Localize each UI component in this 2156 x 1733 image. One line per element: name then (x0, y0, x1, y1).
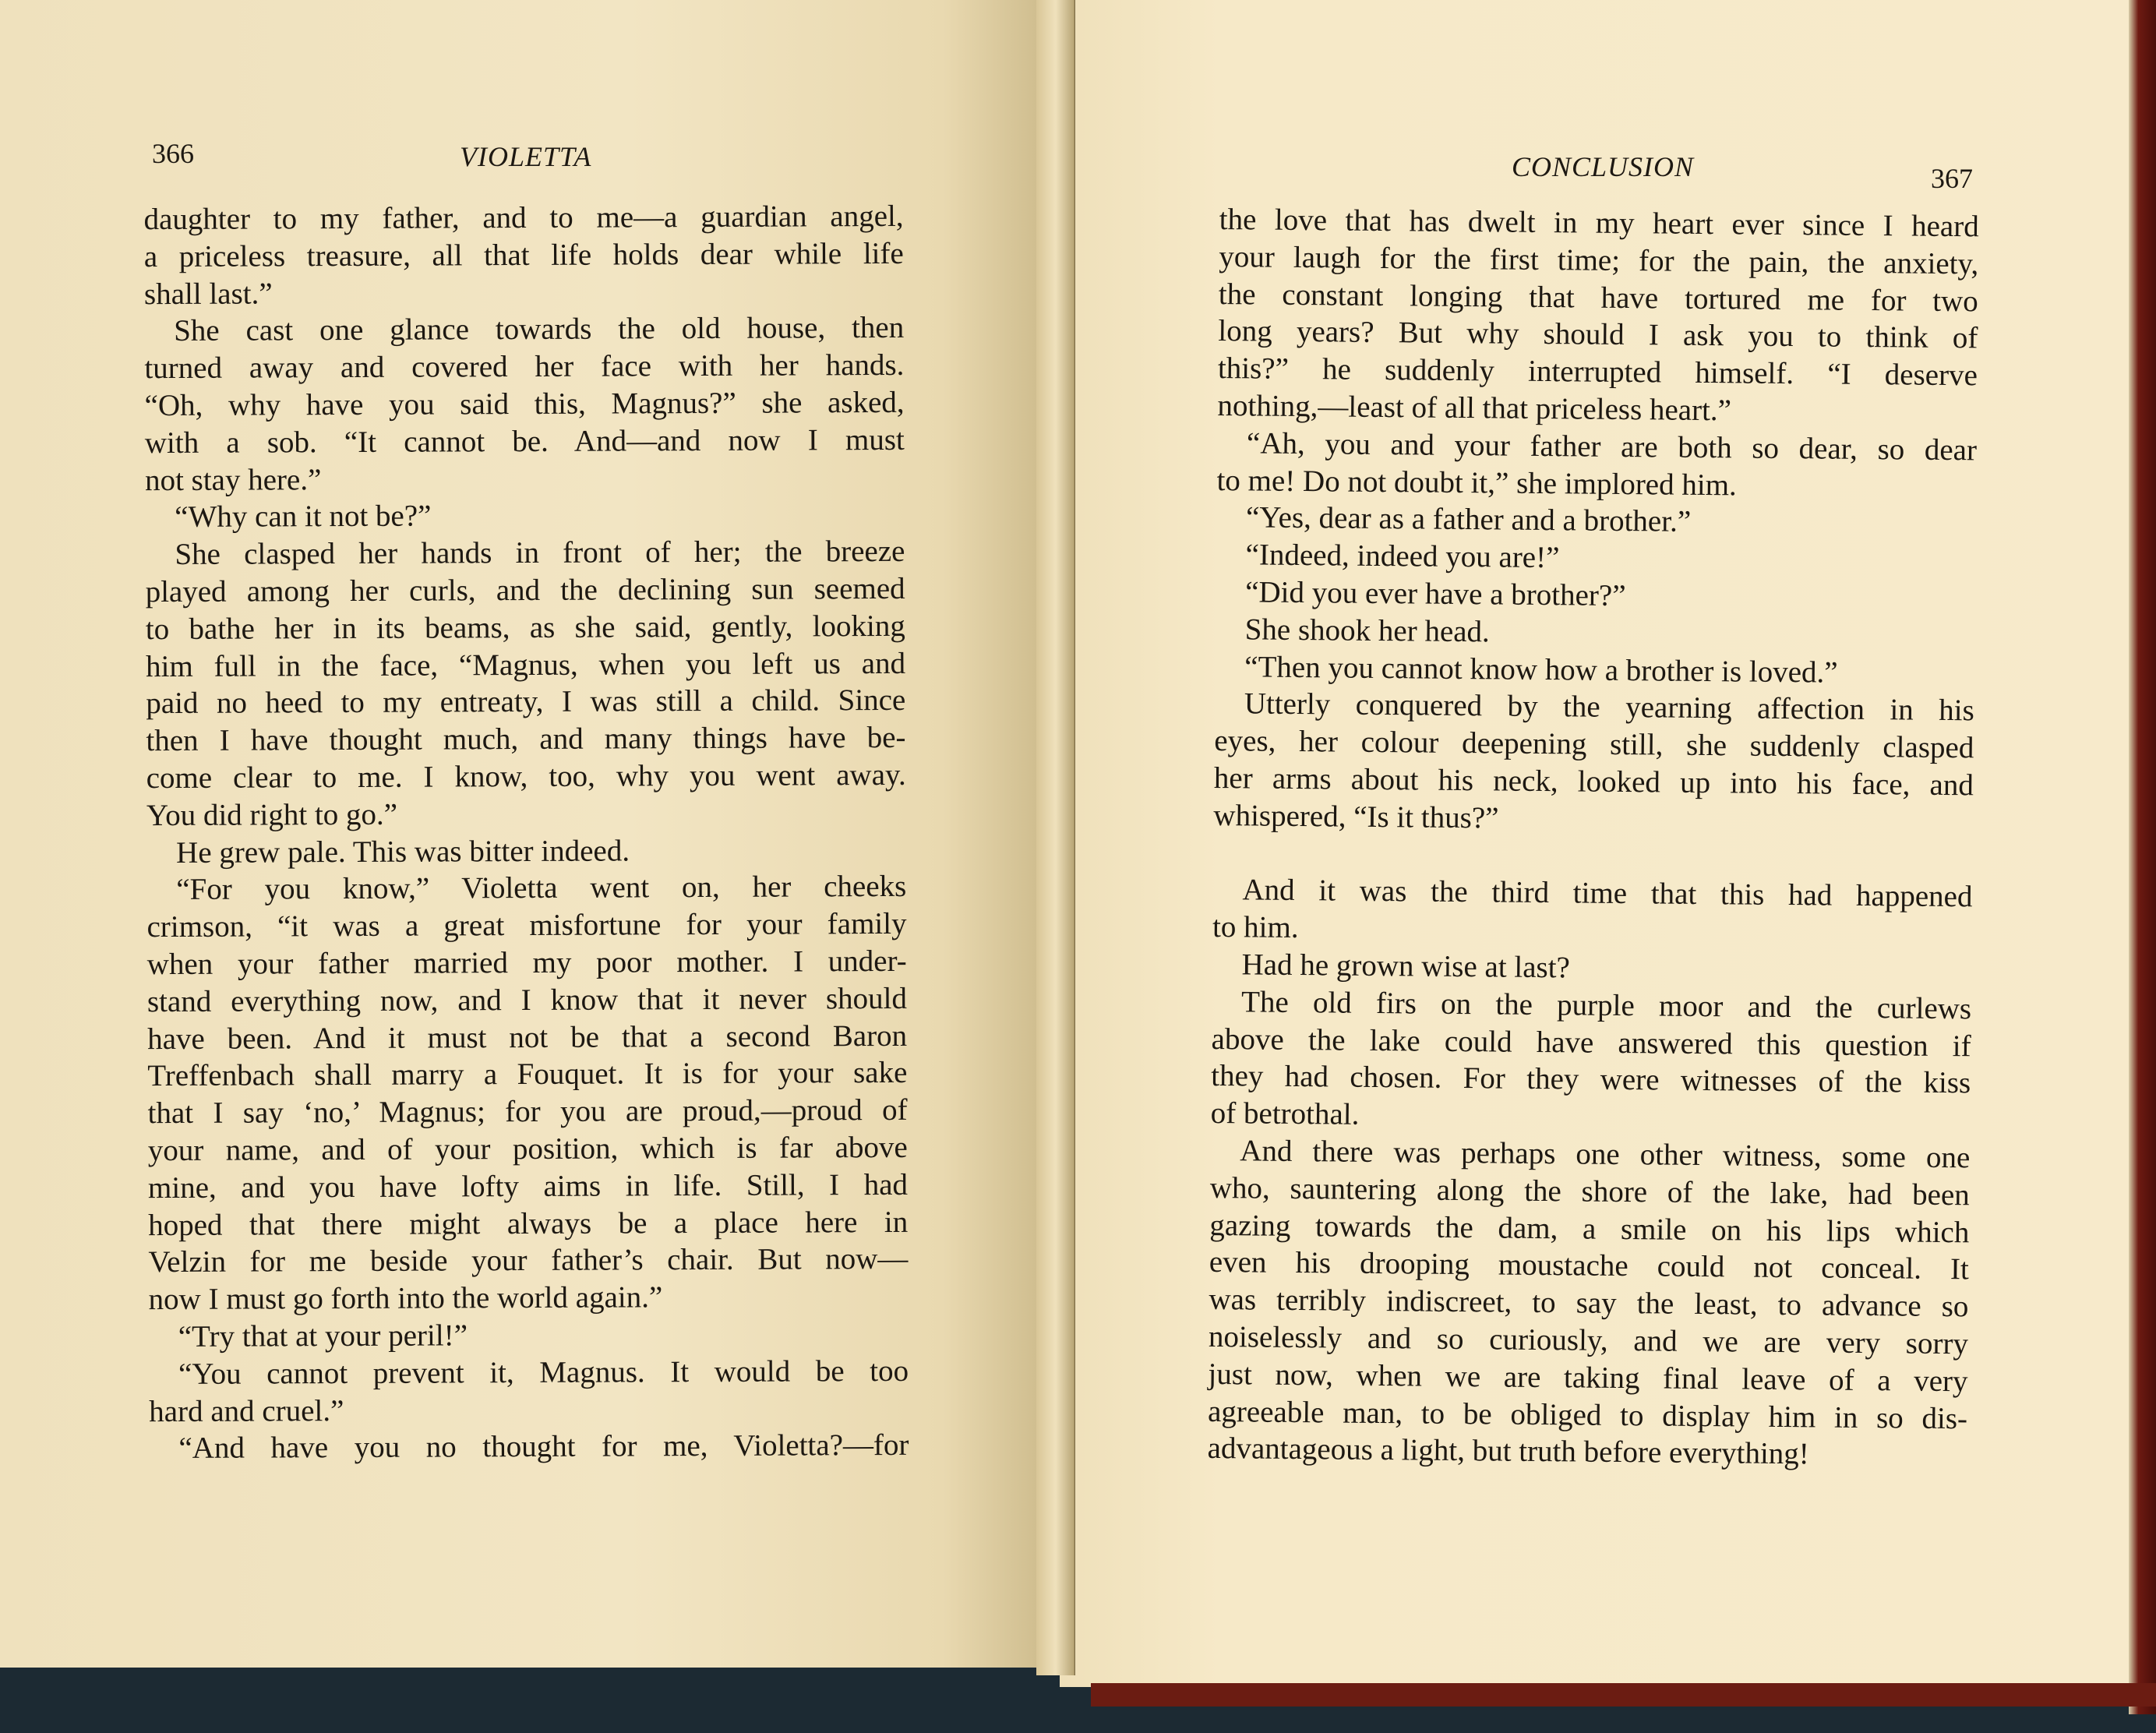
paragraph (146, 868, 908, 1318)
text-line: eyes, her colour deepening still, she suddenly clasped (1214, 724, 1974, 765)
right-page-number: 367 (1931, 163, 1973, 194)
text-line: that I say ‘no,’ Magnus; for you are proud,—proud of (147, 1092, 908, 1131)
text-line: with a sob. “It cannot be. And—and now I must (144, 422, 905, 460)
text-line: your name, and of your position, which is far above (147, 1130, 908, 1168)
paragraph (145, 533, 906, 835)
text-line: The old firs on the purple moor and the curlews (1240, 985, 1972, 1026)
text-line: He grew pale. This was bitter indeed. (176, 833, 630, 870)
text-line: “Indeed, indeed you are!” (1245, 538, 1560, 575)
text-line: her arms about his neck, looked up into his face, and (1213, 761, 1974, 803)
paragraph (1215, 611, 1974, 655)
text-line: was terribly indiscreet, to say the least, to advance so (1209, 1283, 1969, 1324)
text-line: “Yes, dear as a father and a brother.” (1245, 500, 1692, 539)
paragraph (146, 831, 906, 871)
text-line: to bathe her in its beams, as she said, gently, looking (145, 609, 905, 646)
right-page-text (1207, 201, 1979, 1474)
paragraph (1212, 871, 1973, 953)
text-line: crimson, “it was a great misfortune for your family (146, 907, 907, 944)
text-line: when your father married my poor mother. I under- (146, 944, 907, 982)
text-line: who, sauntering along the shore of the lake, had been (1209, 1170, 1971, 1212)
book-cover-edge (2129, 0, 2156, 1714)
text-line: paid no heed to my entreaty, I was still a child. Since (146, 683, 906, 721)
text-line: “Ah, you and your father are both so dear, so dear (1246, 426, 1978, 468)
text-line: “Oh, why have you said this, Magnus?” she asked, (144, 385, 905, 423)
text-line: mine, and you have lofty aims in life. Still, I had (147, 1167, 909, 1205)
text-line: just now, when we are taking final leave of a very (1208, 1357, 1968, 1398)
text-line: stand everything now, and I know that it never should (146, 981, 908, 1018)
paragraph (149, 1427, 909, 1467)
text-line: above the lake could have answered this question if (1211, 1022, 1971, 1063)
paragraph (1211, 983, 1972, 1140)
paragraph (1216, 425, 1977, 506)
text-line: not stay here.” (144, 462, 322, 497)
text-line: shall last.” (143, 277, 273, 311)
text-line: long years? But why should I ask you to think of (1218, 314, 1978, 355)
text-line: And there was perhaps one other witness, some one (1240, 1134, 1971, 1175)
text-line: “Try that at your peril!” (178, 1318, 468, 1354)
text-line: of betrothal. (1210, 1096, 1360, 1131)
text-line: “And have you no thought for me, Violetta?—for (178, 1428, 909, 1466)
text-line: She cast one glance towards the old house, then (174, 311, 905, 348)
text-line: Utterly conquered by the yearning affection in his (1244, 686, 1974, 728)
text-line: the constant longing that have tortured me for two (1218, 277, 1979, 318)
text-line: Velzin for me beside your father’s chair. But now— (148, 1242, 909, 1279)
text-line: a priceless treasure, all that life holds dear while life (143, 236, 904, 274)
text-line: daughter to my father, and to me—a guardian angel, (143, 199, 904, 237)
text-line: noiselessly and so curiously, and we are very sorry (1208, 1319, 1969, 1361)
text-line: advantageous a light, but truth before everything! (1207, 1431, 1809, 1471)
text-line: have been. And it must not be that a second Baron (147, 1018, 908, 1056)
text-line: now I must go forth into the world again.” (148, 1280, 663, 1317)
text-line: hard and cruel.” (149, 1393, 344, 1428)
paragraph (149, 1315, 909, 1356)
book-cover-bottom-edge (1091, 1683, 2156, 1707)
left-running-head: VIOLETTA (460, 141, 592, 172)
paragraph (144, 309, 905, 499)
text-line: turned away and covered her face with her hands. (144, 348, 905, 386)
text-line: to him. (1212, 910, 1299, 945)
book-gutter (1036, 0, 1075, 1675)
paragraph (143, 198, 904, 313)
text-line: hoped that there might always be a place here in (148, 1205, 909, 1242)
paragraph (145, 496, 905, 536)
paragraph (1217, 201, 1979, 432)
text-line: played among her curls, and the declining sun seemed (145, 571, 905, 609)
text-line: whispered, “Is it thus?” (1213, 798, 1499, 835)
paragraph (149, 1353, 909, 1431)
text-line: She clasped her hands in front of her; the breeze (175, 535, 905, 572)
text-line: your laugh for the first time; for the pain, the anxiety, (1219, 239, 1979, 281)
text-line: him full in the face, “Magnus, when you left us and (145, 646, 906, 683)
paragraph (1207, 1132, 1970, 1475)
text-line: “Then you cannot know how a brother is loved.” (1244, 649, 1838, 690)
text-line: agreeable man, to be obliged to display him in so dis- (1207, 1394, 1968, 1435)
text-line: to me! Do not doubt it,” she implored him. (1216, 463, 1737, 502)
left-page-text (143, 198, 909, 1467)
right-running-head: CONCLUSION (1512, 151, 1695, 182)
text-line: And it was the third time that this had happened (1242, 873, 1973, 914)
text-line: the love that has dwelt in my heart ever since I heard (1219, 202, 1979, 244)
text-line: Had he grown wise at last? (1241, 948, 1571, 985)
text-line: they had chosen. For they were witnesses of the kiss (1211, 1059, 1971, 1100)
text-line: nothing,—least of all that priceless heart.” (1217, 388, 1732, 428)
text-line: She shook her head. (1244, 612, 1491, 649)
paragraph (1213, 685, 1974, 842)
text-line: “For you know,” Violetta went on, her cheeks (176, 870, 907, 907)
text-line: then I have thought much, and many things have be- (146, 721, 906, 758)
text-line: gazing towards the dam, a smile on his lips which (1209, 1208, 1970, 1249)
text-line: come clear to me. I know, too, why you went away. (146, 757, 906, 796)
text-line: “Why can it not be?” (175, 499, 432, 535)
text-line: “Did you ever have a brother?” (1244, 575, 1626, 612)
text-line: even his drooping moustache could not conceal. It (1209, 1245, 1970, 1287)
text-line: You did right to go.” (146, 797, 398, 832)
text-line: this?” he suddenly interrupted himself. “I deserve (1217, 351, 1978, 393)
text-line: “You cannot prevent it, Magnus. It would be too (178, 1354, 909, 1391)
left-page-number: 366 (152, 138, 194, 169)
text-line: Treffenbach shall marry a Fouquet. It is for your sake (147, 1056, 908, 1093)
